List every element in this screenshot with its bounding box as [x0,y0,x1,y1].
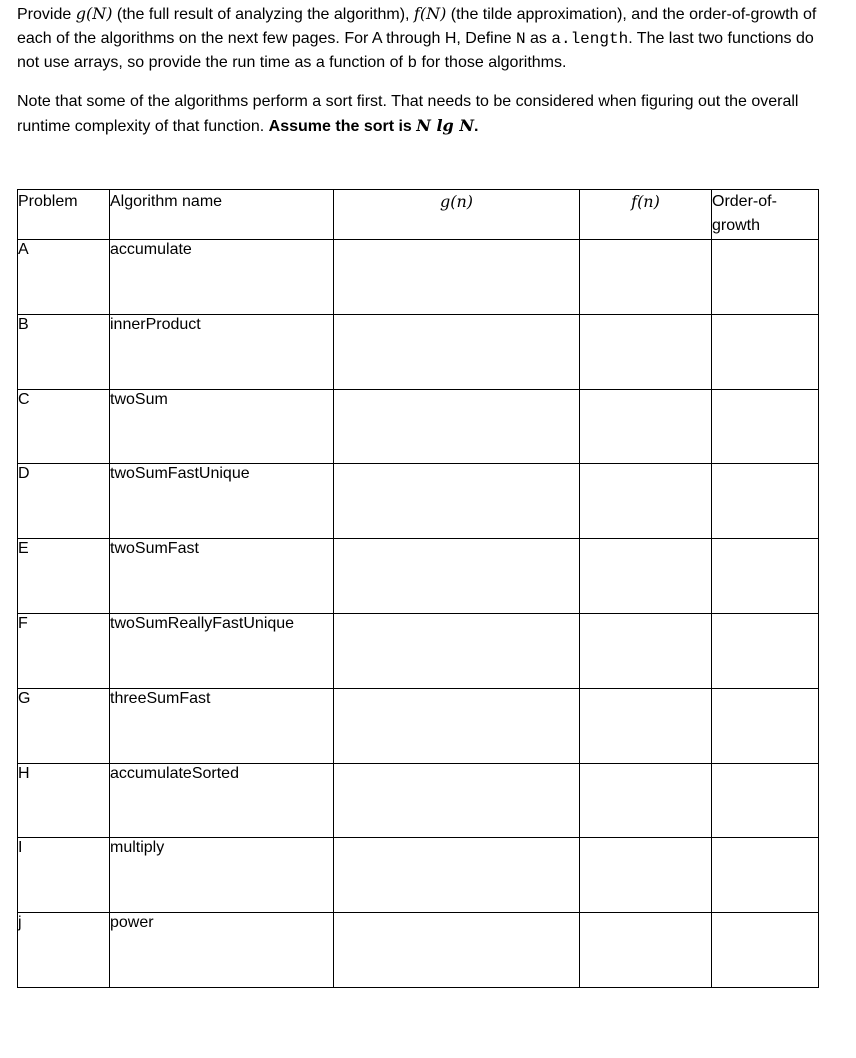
table-row [18,539,819,614]
g-answer-cell[interactable] [334,240,580,315]
f-of-N-math: f(N) [413,4,447,23]
problem-cell: D [18,464,110,539]
f-answer-cell[interactable] [580,539,712,614]
algorithm-name-cell: twoSumFast [110,539,334,614]
algorithm-name-cell: twoSumReallyFastUnique [110,613,334,688]
algorithm-name-cell: twoSum [110,389,334,464]
note-text: Note that some of the algorithms perform a sort first. That needs to be considered when figuring out the overall runtime complexity of that function. [17,93,799,135]
problem-cell: G [18,688,110,763]
f-answer-cell[interactable] [580,688,712,763]
problem-cell: B [18,314,110,389]
table-row [18,613,819,688]
table-row [18,763,819,838]
g-answer-cell[interactable] [334,314,580,389]
sort-note-paragraph [17,90,837,139]
order-answer-cell[interactable] [712,838,819,913]
order-answer-cell[interactable] [712,613,819,688]
table-row [18,913,819,988]
instructions-text: (the tilde approximation), and the order-of-growth of each of the algorithms on the next few pages. For A through H, Define [17,6,817,47]
f-answer-cell[interactable] [580,613,712,688]
f-answer-cell[interactable] [580,389,712,464]
order-answer-cell[interactable] [712,688,819,763]
g-answer-cell[interactable] [334,389,580,464]
g-answer-cell[interactable] [334,613,580,688]
order-answer-cell[interactable] [712,240,819,315]
algorithm-name-cell: multiply [110,838,334,913]
problem-cell: E [18,539,110,614]
header-g-of-n: g(n) [334,190,580,240]
instructions-text: for those algorithms. [417,54,567,71]
f-answer-cell[interactable] [580,464,712,539]
b-code: b [407,54,418,72]
table-row [18,389,819,464]
order-answer-cell[interactable] [712,539,819,614]
instructions-text: Provide [17,6,76,23]
a-length-code: a.length [551,30,629,48]
algorithm-name-cell: threeSumFast [110,688,334,763]
instructions-text: (the full result of analyzing the algorithm), [112,6,414,23]
algorithm-name-cell: power [110,913,334,988]
header-f-of-n: f(n) [580,190,712,240]
g-answer-cell[interactable] [334,688,580,763]
f-answer-cell[interactable] [580,314,712,389]
problem-cell: I [18,838,110,913]
g-answer-cell[interactable] [334,763,580,838]
problem-cell: C [18,389,110,464]
N-code: N [515,30,526,48]
f-answer-cell[interactable] [580,913,712,988]
answer-table [17,189,819,988]
problem-cell: A [18,240,110,315]
algorithm-name-cell: innerProduct [110,314,334,389]
order-answer-cell[interactable] [712,389,819,464]
header-order-of-growth: Order-of-growth [712,190,819,240]
algorithm-name-cell: accumulate [110,240,334,315]
table-row [18,464,819,539]
algorithm-name-cell: twoSumFastUnique [110,464,334,539]
table-row [18,688,819,763]
order-answer-cell[interactable] [712,913,819,988]
header-algorithm-name: Algorithm name [110,190,334,240]
g-answer-cell[interactable] [334,913,580,988]
algorithm-name-cell: accumulateSorted [110,763,334,838]
instructions-text: . The last two functions do not use arrays, so provide the run time as a function of [17,30,814,71]
f-answer-cell[interactable] [580,838,712,913]
instructions-text: as [525,30,552,47]
g-answer-cell[interactable] [334,464,580,539]
g-of-N-math: g(N) [75,4,113,23]
header-problem: Problem [18,190,110,240]
f-answer-cell[interactable] [580,763,712,838]
table-row [18,838,819,913]
header-row [18,190,819,240]
problem-cell: j [18,913,110,988]
n-lg-n-math: N lg N [416,116,474,135]
problem-cell: F [18,613,110,688]
problem-cell: H [18,763,110,838]
note-period: . [473,118,479,135]
note-bold-text: Assume the sort is [268,118,417,135]
g-answer-cell[interactable] [334,838,580,913]
f-answer-cell[interactable] [580,240,712,315]
order-answer-cell[interactable] [712,464,819,539]
order-answer-cell[interactable] [712,314,819,389]
table-row [18,314,819,389]
g-answer-cell[interactable] [334,539,580,614]
instructions-paragraph [17,2,837,75]
table-row [18,240,819,315]
order-answer-cell[interactable] [712,763,819,838]
